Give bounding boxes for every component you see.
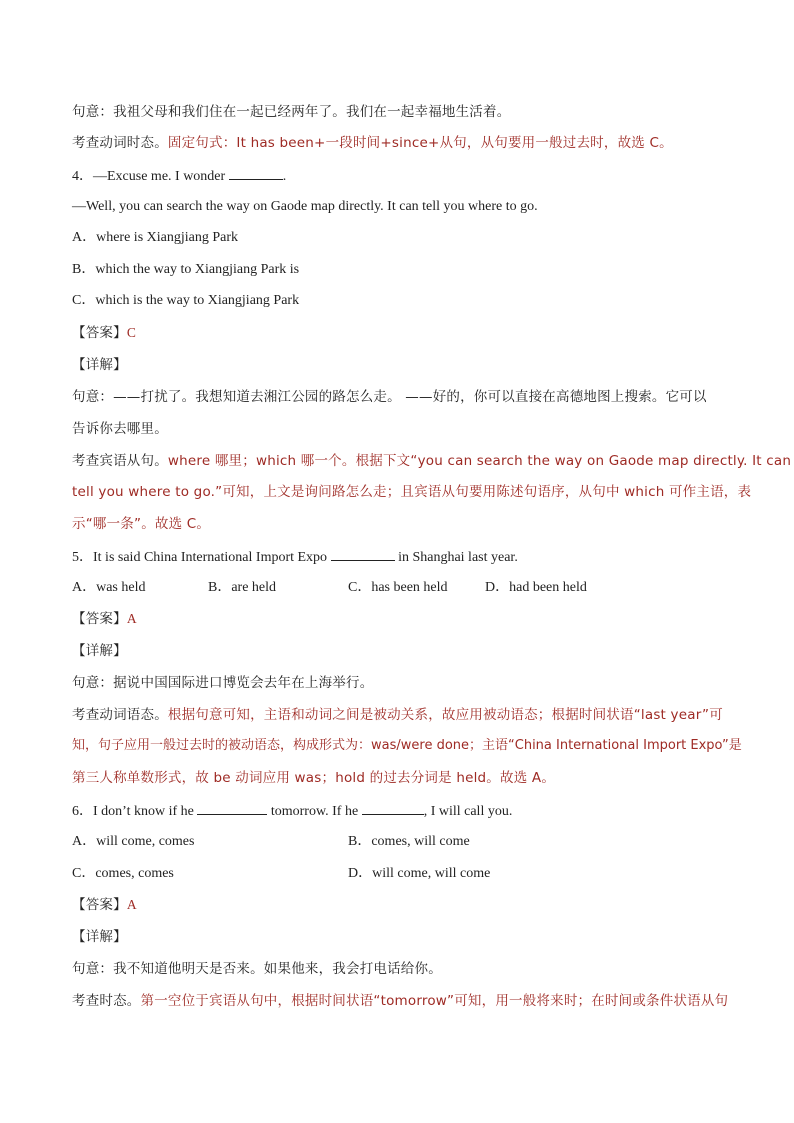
q4-stem	[72, 165, 286, 187]
q4-analysis-1	[72, 451, 791, 471]
stem-text: 4．—Excuse me. I wonder	[72, 169, 226, 184]
q5-option-b: B．are held	[208, 580, 277, 595]
analysis-label: 考查宾语从句。	[72, 453, 168, 469]
q5-detail-label: 【详解】	[72, 643, 127, 659]
q4-analysis-3: 示“哪一条”。故选 C。	[72, 516, 211, 532]
stem-text-end: .	[282, 169, 287, 184]
analysis-text: where 哪里；which 哪一个。根据下文“you can search the way on Gaode map directly. It can	[167, 453, 792, 469]
q5-option-c: C．has been held	[348, 580, 448, 595]
q3-analysis	[72, 133, 673, 153]
q4-line2: —Well, you can search the way on Gaode map directly. It can tell you where to go.	[72, 199, 538, 214]
meaning-label: 句意：	[72, 961, 114, 977]
answer-blank-1	[197, 800, 267, 815]
q5-option-d: D．had been held	[485, 580, 587, 595]
analysis-label: 考查动词时态。	[72, 135, 168, 151]
q4-option-c: C．which is the way to Xiangjiang Park	[72, 293, 300, 308]
q6-analysis-1	[72, 991, 728, 1011]
q3-meaning	[72, 102, 510, 122]
q5-option-a: A．was held	[72, 580, 146, 595]
q6-options-row-2	[72, 864, 732, 884]
stem-text-end: , I will call you.	[423, 804, 513, 819]
q5-meaning	[72, 673, 373, 693]
q6-option-d: D．will come, will come	[348, 866, 491, 881]
analysis-text: 根据句意可知，主语和动词之间是被动关系，故应用被动语态；根据时间状语“last year”可	[167, 707, 723, 723]
q6-stem	[72, 800, 512, 822]
answer-label: 【答案】	[72, 897, 127, 913]
answer-label: 【答案】	[72, 611, 127, 627]
answer-value: C	[126, 325, 137, 340]
q5-analysis-2: 知，句子应用一般过去时的被动语态，构成形式为：was/were done；主语“China International Import Expo”是	[72, 738, 742, 753]
q4-analysis-2: tell you where to go.”可知，上文是询问路怎么走；且宾语从句要用陈述句语序，从句中 which 可作主语，表	[72, 484, 752, 500]
meaning-text: ——打扰了。我想知道去湘江公园的路怎么走。 ——好的，你可以直接在高德地图上搜索。它可以	[113, 389, 707, 405]
q6-answer	[72, 895, 137, 915]
meaning-label: 句意：	[72, 104, 114, 120]
q6-options-row-1	[72, 832, 732, 852]
q5-analysis-3: 第三人称单数形式，故 be 动词应用 was；hold 的过去分词是 held。故选 A。	[72, 770, 556, 786]
meaning-label: 句意：	[72, 389, 114, 405]
q6-option-a: A．will come, comes	[72, 834, 195, 849]
answer-value: A	[126, 611, 137, 626]
stem-text: 5．It is said China International Import Expo	[72, 550, 328, 565]
analysis-text: 固定句式：It has been+一段时间+since+从句，从句要用一般过去时，故选 C。	[167, 135, 673, 151]
answer-blank	[229, 165, 283, 180]
q5-analysis-1	[72, 705, 723, 725]
q4-meaning-1	[72, 387, 707, 407]
stem-text: 6．I don’t know if he	[72, 804, 194, 819]
q4-option-a: A．where is Xiangjiang Park	[72, 230, 239, 245]
q4-meaning-2: 告诉你去哪里。	[72, 421, 168, 437]
q5-stem	[72, 546, 518, 568]
stem-text-end: in Shanghai last year.	[398, 550, 518, 565]
q4-answer	[72, 323, 136, 343]
meaning-label: 句意：	[72, 675, 114, 691]
q6-option-c: C．comes, comes	[72, 866, 174, 881]
q6-meaning	[72, 959, 442, 979]
stem-text-mid: tomorrow. If he	[270, 804, 359, 819]
answer-blank-2	[362, 800, 424, 815]
meaning-text: 我不知道他明天是否来。如果他来，我会打电话给你。	[113, 961, 442, 977]
meaning-text: 我祖父母和我们住在一起已经两年了。我们在一起幸福地生活着。	[113, 104, 511, 120]
meaning-text: 据说中国国际进口博览会去年在上海举行。	[113, 675, 374, 691]
analysis-label: 考查动词语态。	[72, 707, 168, 723]
q5-answer	[72, 609, 137, 629]
answer-label: 【答案】	[72, 325, 127, 341]
q4-option-b: B．which the way to Xiangjiang Park is	[72, 262, 300, 277]
analysis-label: 考查时态。	[72, 993, 141, 1009]
answer-blank	[331, 546, 395, 561]
q4-detail-label: 【详解】	[72, 357, 127, 373]
q5-options	[72, 578, 732, 598]
q6-detail-label: 【详解】	[72, 929, 127, 945]
answer-value: A	[126, 897, 137, 912]
analysis-text: 第一空位于宾语从句中，根据时间状语“tomorrow”可知，用一般将来时；在时间或条件状语从句	[140, 993, 729, 1009]
q6-option-b: B．comes, will come	[348, 834, 470, 849]
